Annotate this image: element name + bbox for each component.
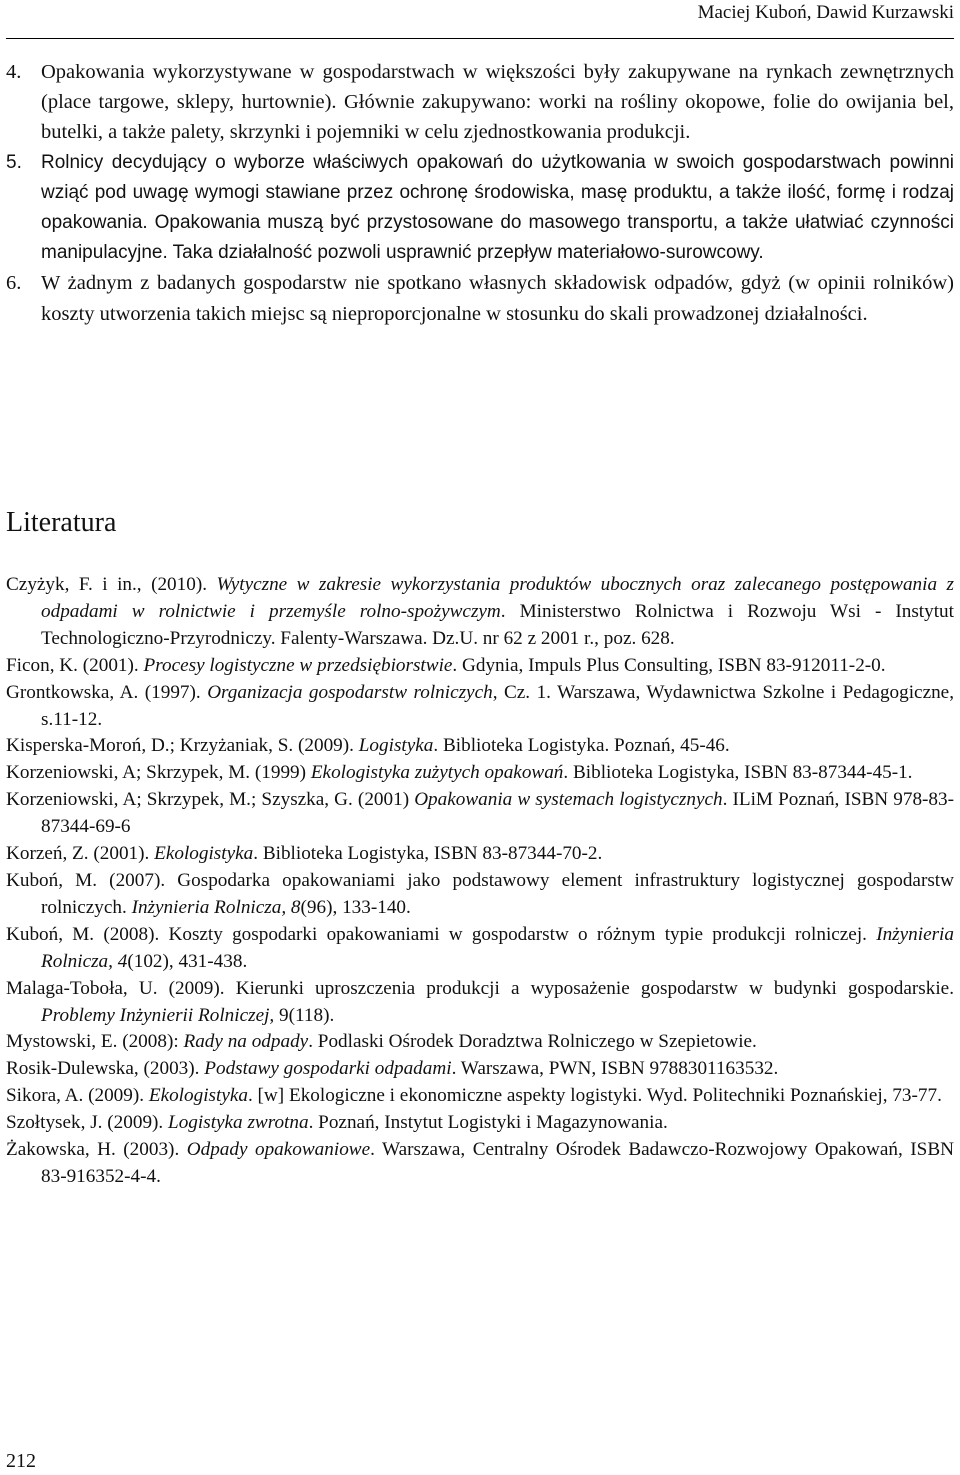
- literature-heading: Literatura: [6, 507, 117, 538]
- conclusion-item-6: [6, 268, 954, 328]
- item-text: Opakowania wykorzystywane w gospodarstwach w większości były zakupywane na rynkach zewnętrznych (place targowe, sklepy, hurtownie). Głównie zakupywano: worki na rośliny okopowe, folie do owijania bel, butelki, a także palety, skrzynki i pojemniki w celu zjednostkowania produkcji.: [41, 61, 954, 144]
- references-list: [6, 572, 954, 1191]
- reference-item: Żakowska, H. (2003). Odpady opakowaniowe. Warszawa, Centralny Ośrodek Badawczo-Rozwojowy Opakowań, ISBN 83-916352-4-4.: [6, 1139, 954, 1187]
- reference-item: Malaga-Toboła, U. (2009). Kierunki uproszczenia produkcji a wyposażenie gospodarstw w budynki gospodarskie. Problemy Inżynierii Rolniczej, 9(118).: [6, 977, 954, 1026]
- reference-item: Szołtysek, J. (2009). Logistyka zwrotna. Poznań, Instytut Logistyki i Magazynowania.: [6, 1112, 668, 1134]
- item-number: 5.: [6, 151, 22, 173]
- reference-item: Grontkowska, A. (1997). Organizacja gospodarstw rolniczych, Cz. 1. Warszawa, Wydawnictwa Szkolne i Pedagogiczne, s.11-12.: [6, 681, 954, 730]
- item-number: 6.: [6, 272, 22, 295]
- reference-item: Ficon, K. (2001). Procesy logistyczne w przedsiębiorstwie. Gdynia, Impuls Plus Consulting, ISBN 83-912011-2-0.: [6, 654, 886, 676]
- reference-item: Kisperska-Moroń, D.; Krzyżaniak, S. (2009). Logistyka. Biblioteka Logistyka. Poznań, 45-46.: [6, 735, 730, 757]
- running-header: Maciej Kuboń, Dawid Kurzawski: [697, 2, 954, 23]
- conclusion-item-5: [6, 148, 954, 269]
- reference-item: Korzeniowski, A; Skrzypek, M. (1999) Ekologistyka zużytych opakowań. Biblioteka Logistyka, ISBN 83-87344-45-1.: [6, 762, 913, 784]
- reference-item: Korzeń, Z. (2001). Ekologistyka. Biblioteka Logistyka, ISBN 83-87344-70-2.: [6, 843, 603, 865]
- reference-item: Korzeniowski, A; Skrzypek, M.; Szyszka, G. (2001) Opakowania w systemach logistycznych. ILiM Poznań, ISBN 978-83-87344-69-6: [6, 789, 955, 838]
- page-number: 212: [6, 1450, 36, 1472]
- item-text: W żadnym z badanych gospodarstw nie spotkano własnych składowisk odpadów, gdyż (w opinii rolników) koszty utworzenia takich miejsc są nieproporcjonalne w stosunku do skali prowadzonej działalności.: [41, 272, 954, 325]
- reference-item: Kuboń, M. (2008). Koszty gospodarki opakowaniami w gospodarstw o różnym typie produkcji rolniczej. Inżynieria Rolnicza, 4(102), 431-438.: [6, 923, 954, 972]
- reference-item: Czyżyk, F. i in., (2010). Wytyczne w zakresie wykorzystania produktów ubocznych oraz zalecanego postępowania z odpadami w rolnictwie i przemyśle rolno-spożywczym. Ministerstwo Rolnictwa i Rozwoju Wsi - Instytut Technologiczno-Przyrodniczy. Falenty-Warszawa. Dz.U. nr 62 z 2001 r., poz. 628.: [6, 574, 955, 649]
- reference-item: Mystowski, E. (2008): Rady na odpady. Podlaski Ośrodek Doradztwa Rolniczego w Szepietowie.: [6, 1031, 757, 1053]
- conclusion-item-4: [6, 57, 954, 148]
- item-text: Rolnicy decydujący o wyborze właściwych opakowań do użytkowania w swoich gospodarstwach powinni wziąć pod uwagę wymogi stawiane przez ochronę środowiska, masę produktu, a także ilość, formę i rodzaj opakowania. Opakowania muszą być przystosowane do masowego transportu, a także ułatwiać czynności manipulacyjne. Taka działalność pozwoli usprawnić przepływ materiałowo-surowcowy.: [41, 151, 954, 264]
- reference-item: Sikora, A. (2009). Ekologistyka. [w] Ekologiczne i ekonomiczne aspekty logistyki. Wyd. Politechniki Poznańskiej, 73-77.: [6, 1085, 942, 1107]
- header-rule: [6, 38, 954, 39]
- conclusions-list: [6, 57, 954, 329]
- reference-item: Kuboń, M. (2007). Gospodarka opakowaniami jako podstawowy element infrastruktury logistycznej gospodarstw rolniczych. Inżynieria Rolnicza, 8(96), 133-140.: [6, 869, 954, 918]
- item-number: 4.: [6, 61, 22, 83]
- reference-item: Rosik-Dulewska, (2003). Podstawy gospodarki odpadami. Warszawa, PWN, ISBN 9788301163532.: [6, 1058, 779, 1080]
